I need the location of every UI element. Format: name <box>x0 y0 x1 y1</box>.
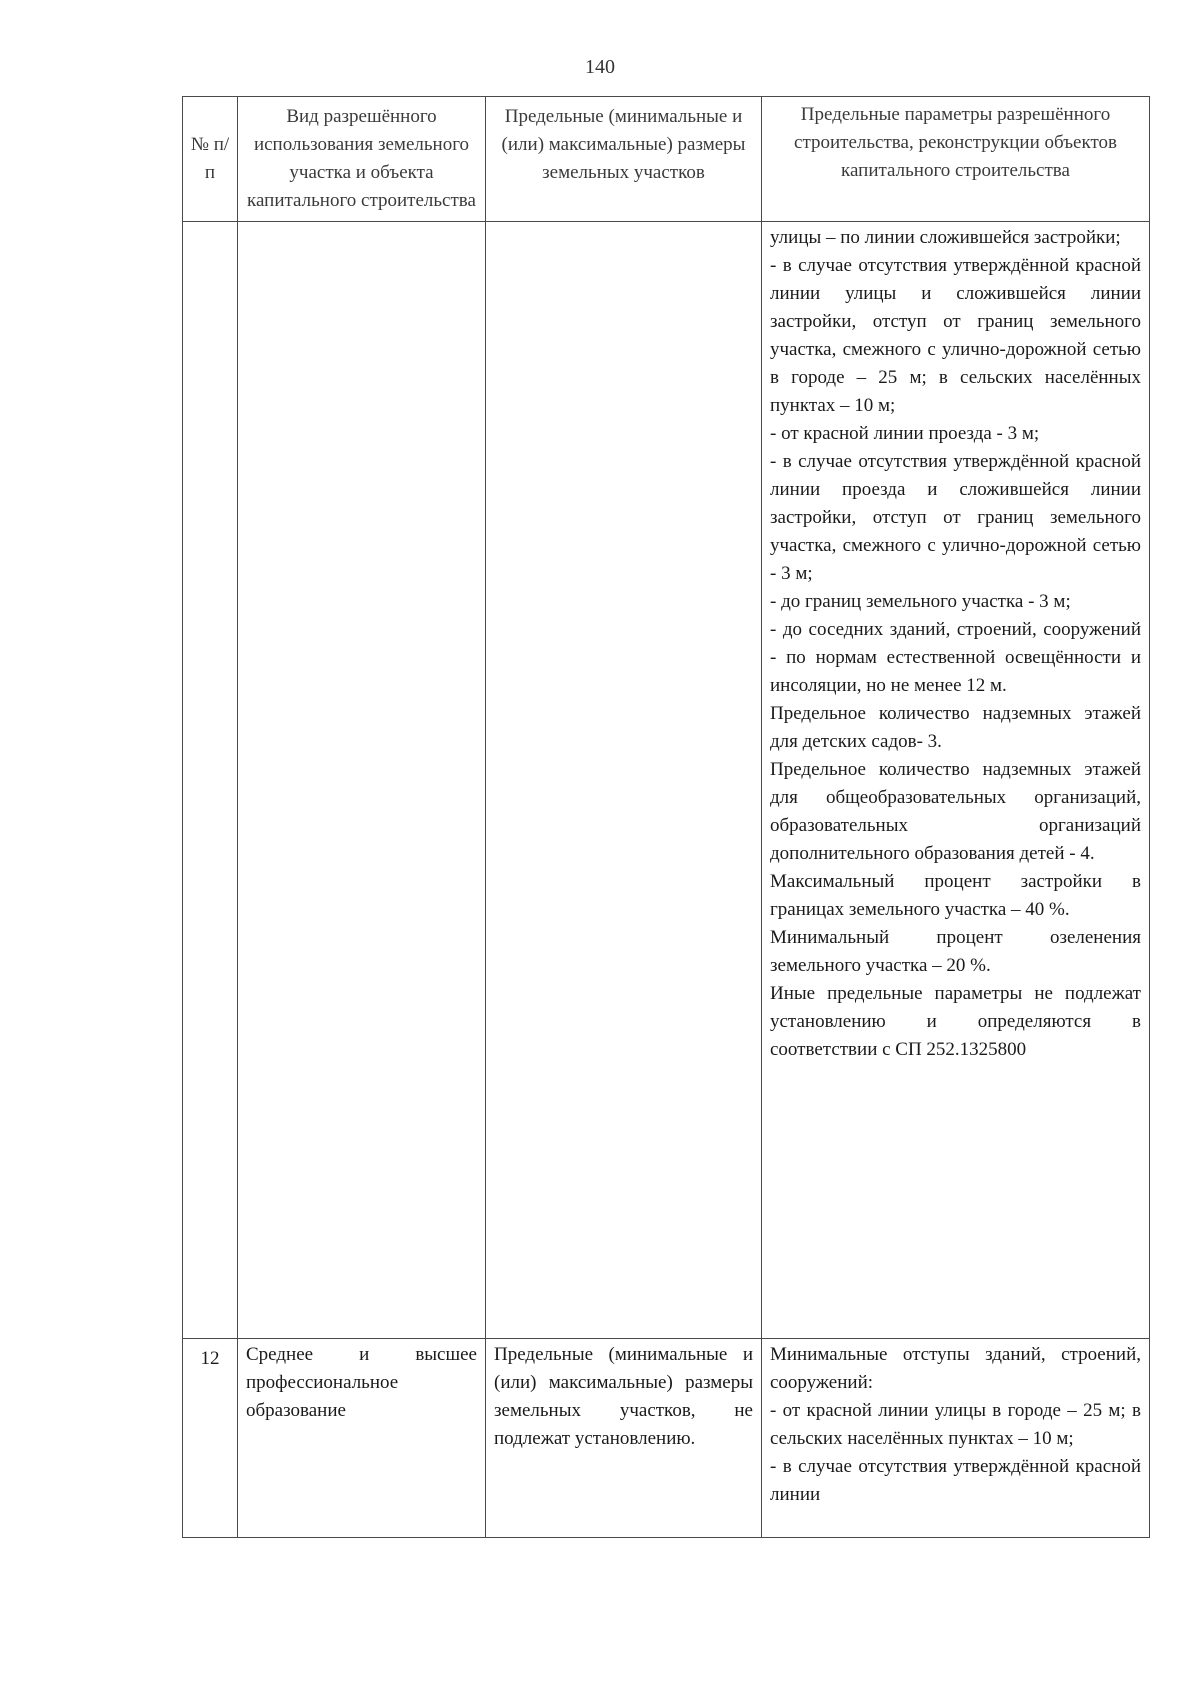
param-line: Предельное количество надземных этажей для детских садов- 3. <box>770 703 1141 752</box>
header-number: № п/п <box>183 97 238 222</box>
row-plot-sizes: Предельные (минимальные и (или) максимальные) размеры земельных участков, не подлежат установлению. <box>486 1339 762 1538</box>
row-number <box>183 222 238 1339</box>
row-plot-sizes <box>486 222 762 1339</box>
param-line: Предельное количество надземных этажей для общеобразовательных организаций, образовательных организаций дополнительного образования детей - 4. <box>770 759 1141 864</box>
table-row <box>183 1339 1150 1538</box>
page-number: 140 <box>585 56 615 78</box>
row-use-type <box>238 222 486 1339</box>
param-line: Максимальный процент застройки в границах земельного участка – 40 %. <box>770 871 1141 920</box>
regulations-table <box>182 96 1150 1538</box>
header-use-type: Вид разрешённого использования земельного участка и объекта капитального строительства <box>238 97 486 222</box>
param-line: - в случае отсутствия утверждённой красной линии проезда и сложившейся линии застройки, отступ от границ земельного участка, смежного с улично-дорожной сетью - 3 м; <box>770 451 1141 584</box>
row-number: 12 <box>183 1339 238 1538</box>
table-header-row <box>183 97 1150 222</box>
header-construction-params: Предельные параметры разрешённого строительства, реконструкции объектов капитального строительства <box>762 97 1150 222</box>
header-plot-sizes: Предельные (минимальные и (или) максимальные) размеры земельных участков <box>486 97 762 222</box>
param-line: - от красной линии проезда - 3 м; <box>770 423 1040 444</box>
table-row <box>183 222 1150 1339</box>
param-line: Минимальный процент озеленения земельного участка – 20 %. <box>770 927 1141 976</box>
param-line: улицы – по линии сложившейся застройки; <box>770 227 1121 248</box>
row-use-type: Среднее и высшее профессиональное образование <box>238 1339 486 1538</box>
row-construction-params <box>762 222 1150 1339</box>
row-construction-params <box>762 1339 1150 1538</box>
param-line: Минимальные отступы зданий, строений, сооружений: <box>770 1344 1141 1393</box>
param-line: - в случае отсутствия утверждённой красной линии <box>770 1456 1141 1505</box>
param-line: - до соседних зданий, строений, сооружений - по нормам естественной освещённости и инсоляции, но не менее 12 м. <box>770 619 1141 696</box>
param-line: Иные предельные параметры не подлежат установлению и определяются в соответствии с СП 252.1325800 <box>770 983 1141 1060</box>
param-line: - в случае отсутствия утверждённой красной линии улицы и сложившейся линии застройки, отступ от границ земельного участка, смежного с улично-дорожной сетью в городе – 25 м; в сельских населённых пунктах – 10 м; <box>770 255 1141 416</box>
param-line: - до границ земельного участка - 3 м; <box>770 591 1071 612</box>
param-line: - от красной линии улицы в городе – 25 м; в сельских населённых пунктах – 10 м; <box>770 1400 1141 1449</box>
